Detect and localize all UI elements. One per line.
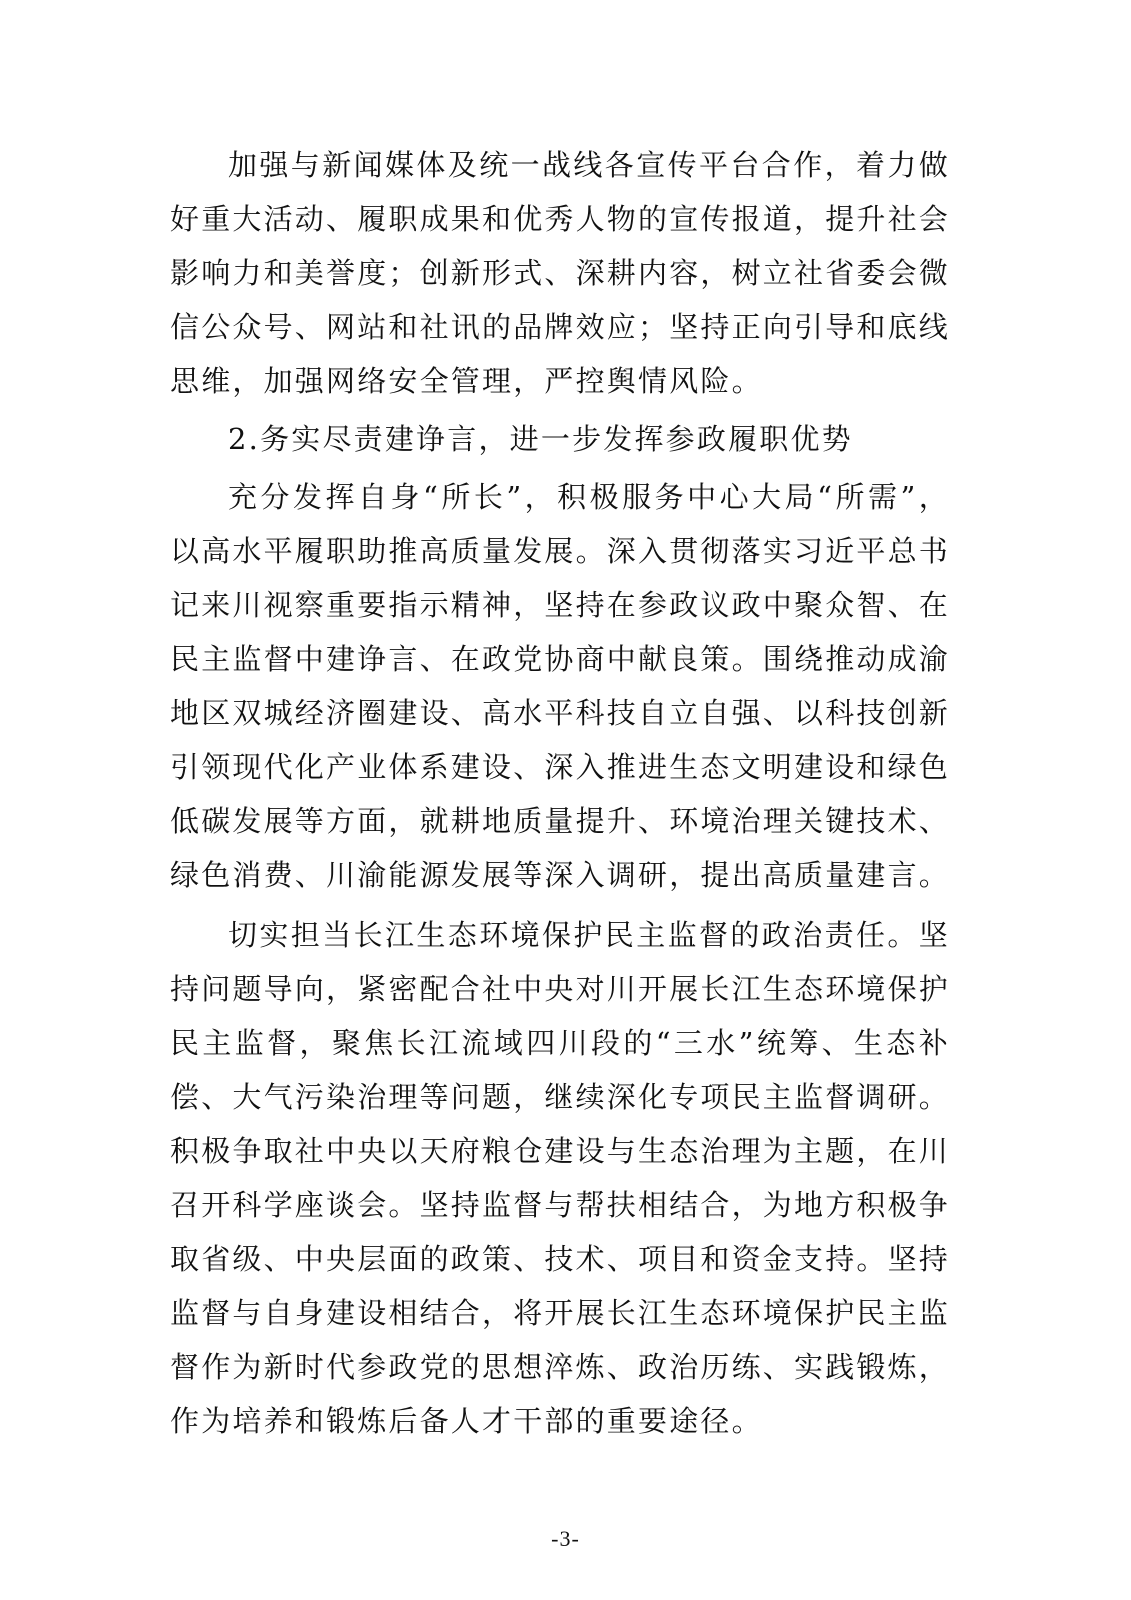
paragraph-advisory-role: 充分发挥自身“所长”，积极服务中心大局“所需”，以高水平履职助推高质量发展。深入贯彻落实习近平总书记来川视察重要指示精神，坚持在参政议政中聚众智、在民主监督中建诤言、在政党协商中献良策。围绕推动成渝地区双城经济圈建设、高水平科技自立自强、以科技创新引领现代化产业体系建设、深入推进生态文明建设和绿色低碳发展等方面，就耕地质量提升、环境治理关键技术、绿色消费、川渝能源发展等深入调研，提出高质量建言。 [170, 480, 951, 892]
document-body [170, 138, 950, 1448]
paragraph-publicity: 加强与新闻媒体及统一战线各宣传平台合作，着力做好重大活动、履职成果和优秀人物的宣传报道，提升社会影响力和美誉度；创新形式、深耕内容，树立社省委会微信公众号、网站和社讯的品牌效应；坚持正向引导和底线思维，加强网络安全管理，严控舆情风险。 [170, 148, 951, 398]
paragraph-yangtze-supervision: 切实担当长江生态环境保护民主监督的政治责任。坚持问题导向，紧密配合社中央对川开展长江生态环境保护民主监督，聚焦长江流域四川段的“三水”统筹、生态补偿、大气污染治理等问题，继续深化专项民主监督调研。积极争取社中央以天府粮仓建设与生态治理为主题，在川召开科学座谈会。坚持监督与帮扶相结合，为地方积极争取省级、中央层面的政策、技术、项目和资金支持。坚持监督与自身建设相结合，将开展长江生态环境保护民主监督作为新时代参政党的思想淬炼、政治历练、实践锻炼，作为培养和锻炼后备人才干部的重要途径。 [170, 918, 951, 1438]
page-number: -3- [551, 1526, 580, 1551]
section-heading-2: 2.务实尽责建诤言，进一步发挥参政履职优势 [228, 422, 853, 456]
